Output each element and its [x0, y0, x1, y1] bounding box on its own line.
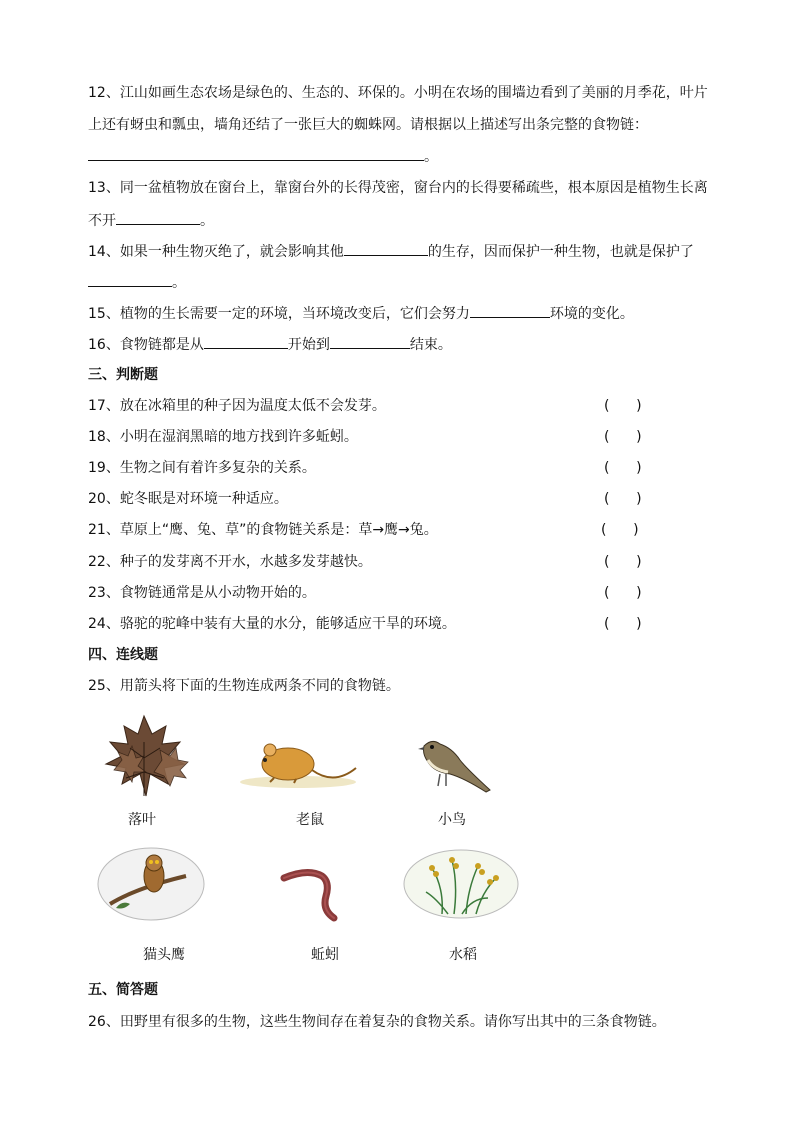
section4-title: 四、连线题	[88, 647, 158, 663]
q14-post: 的生存，因而保护一种生物，也就是保护了	[427, 244, 694, 260]
q17-paren[interactable]: ( )	[604, 398, 642, 414]
q13-post: 。	[200, 213, 214, 229]
q12-answer-line	[88, 147, 438, 166]
q14-line1	[88, 242, 694, 261]
caption-owl: 猫头鹰	[143, 947, 185, 963]
q15-post: 环境的变化。	[549, 306, 634, 322]
q26-text: 26、田野里有很多的生物，这些生物间存在着复杂的食物关系。请你写出其中的三条食物链。	[88, 1014, 666, 1030]
q21-paren[interactable]: ( )	[601, 522, 639, 538]
q19-text: 19、生物之间有着许多复杂的关系。	[88, 460, 316, 476]
q16-blank1[interactable]	[204, 335, 288, 349]
q16-mid: 开始到	[287, 337, 330, 353]
q14-pre: 14、如果一种生物灭绝了，就会影响其他	[88, 244, 344, 260]
mouse-image	[238, 736, 364, 790]
q16-post: 结束。	[409, 337, 452, 353]
q13-line2	[88, 211, 214, 230]
q20-paren[interactable]: ( )	[604, 491, 642, 507]
caption-earthworm: 蚯蚓	[311, 947, 339, 963]
caption-fallen-leaves: 落叶	[128, 812, 156, 828]
q15-line	[88, 304, 634, 323]
q12-blank[interactable]	[88, 147, 424, 161]
q17-text: 17、放在冰箱里的种子因为温度太低不会发芽。	[88, 398, 386, 414]
q14-end: 。	[172, 275, 186, 291]
q20-text: 20、蛇冬眠是对环境一种适应。	[88, 491, 288, 507]
caption-mouse: 老鼠	[296, 812, 324, 828]
q24-paren[interactable]: ( )	[604, 616, 642, 632]
q14-line2	[88, 273, 186, 292]
q16-line	[88, 335, 452, 354]
q15-blank[interactable]	[470, 304, 550, 318]
q23-text: 23、食物链通常是从小动物开始的。	[88, 585, 316, 601]
q21-text: 21、草原上“鹰、兔、草”的食物链关系是：草→鹰→兔。	[88, 522, 438, 538]
section3-title: 三、判断题	[88, 367, 158, 383]
q25-text: 25、用箭头将下面的生物连成两条不同的食物链。	[88, 678, 400, 694]
q16-pre: 16、食物链都是从	[88, 337, 204, 353]
bird-image	[410, 734, 502, 798]
q22-paren[interactable]: ( )	[604, 554, 642, 570]
q13-pre: 不开	[88, 213, 116, 229]
q19-paren[interactable]: ( )	[604, 460, 642, 476]
q13-blank[interactable]	[116, 211, 200, 225]
rice-image	[402, 848, 520, 920]
q18-text: 18、小明在湿润黑暗的地方找到许多蚯蚓。	[88, 429, 358, 445]
fallen-leaves-image	[92, 712, 196, 802]
q15-pre: 15、植物的生长需要一定的环境，当环境改变后，它们会努力	[88, 306, 470, 322]
q22-text: 22、种子的发芽离不开水，水越多发芽越快。	[88, 554, 372, 570]
caption-rice: 水稻	[449, 947, 477, 963]
q23-paren[interactable]: ( )	[604, 585, 642, 601]
q16-blank2[interactable]	[330, 335, 410, 349]
q24-text: 24、骆驼的驼峰中装有大量的水分，能够适应干旱的环境。	[88, 616, 456, 632]
earthworm-image	[278, 866, 350, 926]
q18-paren[interactable]: ( )	[604, 429, 642, 445]
q12-line1: 12、江山如画生态农场是绿色的、生态的、环保的。小明在农场的围墙边看到了美丽的月季花，叶片	[88, 85, 708, 101]
q12-line2: 上还有蚜虫和瓢虫，墙角还结了一张巨大的蜘蛛网。请根据以上描述写出条完整的食物链：	[88, 117, 648, 133]
q12-end: 。	[424, 149, 438, 165]
q13-line1: 13、同一盆植物放在窗台上，靠窗台外的长得茂密，窗台内的长得要稀疏些，根本原因是植物生长离	[88, 180, 708, 196]
section5-title: 五、简答题	[88, 982, 158, 998]
q14-blank2[interactable]	[88, 273, 172, 287]
owl-image	[96, 846, 206, 922]
caption-bird: 小鸟	[438, 812, 466, 828]
q14-blank1[interactable]	[344, 242, 428, 256]
